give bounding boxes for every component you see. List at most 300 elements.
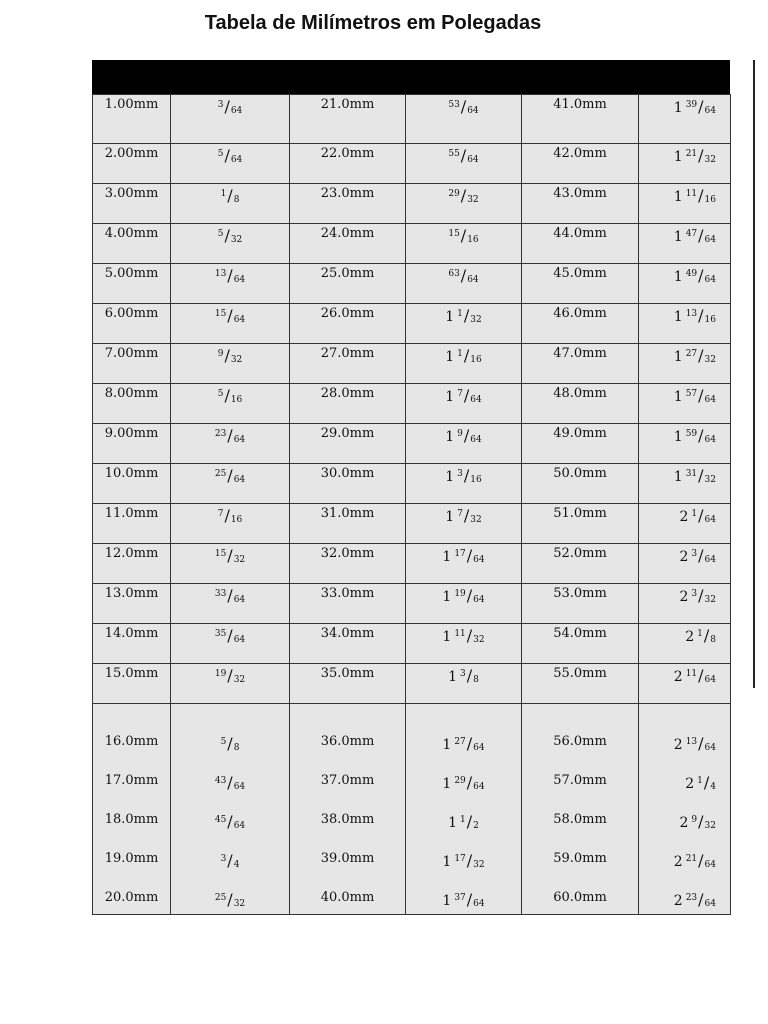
fraction-numerator: 25: [214, 893, 227, 903]
inch-fraction-cell: [639, 584, 731, 624]
fraction-numerator: 37: [454, 893, 466, 903]
table-row: [93, 424, 731, 464]
table-row: [93, 810, 731, 849]
fraction-numerator: 55: [448, 149, 460, 159]
table-row: [93, 184, 731, 224]
millimeter-cell: 59.0mm: [522, 849, 639, 888]
inch-fraction-cell: [639, 184, 731, 224]
fraction-whole: 2: [679, 589, 689, 605]
millimeter-cell: 8.00mm: [93, 384, 171, 424]
inch-fraction-cell: [171, 664, 290, 704]
inch-fraction: [448, 146, 478, 165]
fraction-numerator: 33: [214, 589, 227, 599]
inch-fraction-cell: [406, 144, 522, 184]
fraction-denominator: 64: [704, 275, 716, 285]
inch-fraction-cell: [639, 544, 731, 584]
fraction-numerator: 5: [217, 389, 224, 399]
fraction-numerator: 3: [691, 549, 698, 559]
inch-fraction-cell: [639, 704, 731, 772]
fraction-denominator: 8: [473, 675, 479, 685]
fraction-numerator: 25: [214, 469, 227, 479]
fraction-numerator: 1: [457, 349, 463, 359]
millimeter-cell: 18.0mm: [93, 810, 171, 849]
inch-fraction: [221, 734, 240, 753]
fraction-denominator: 64: [230, 155, 243, 165]
inch-fraction: [218, 386, 243, 405]
millimeter-cell: 52.0mm: [522, 544, 639, 584]
fraction-numerator: 29: [448, 189, 460, 199]
millimeter-cell: 54.0mm: [522, 624, 639, 664]
fraction-slash: /: [460, 146, 467, 165]
fraction-numerator: 17: [454, 549, 466, 559]
millimeter-cell: 2.00mm: [93, 144, 171, 184]
inch-fraction: [442, 734, 484, 753]
fraction-denominator: 64: [470, 395, 482, 405]
fraction-slash: /: [466, 773, 473, 792]
table-row: [93, 95, 731, 144]
fraction-denominator: 32: [470, 315, 482, 325]
fraction-slash: /: [698, 346, 704, 365]
fraction-slash: /: [227, 666, 233, 685]
inch-fraction-cell: [639, 771, 731, 810]
millimeter-cell: 14.0mm: [93, 624, 171, 664]
inch-fraction: [448, 97, 478, 116]
fraction-denominator: 64: [233, 595, 246, 605]
fraction-slash: /: [698, 586, 704, 605]
fraction-denominator: 8: [233, 743, 240, 753]
inch-fraction: [674, 146, 716, 165]
millimeter-cell: 32.0mm: [290, 544, 406, 584]
millimeter-cell: 21.0mm: [290, 95, 406, 144]
millimeter-cell: 22.0mm: [290, 144, 406, 184]
fraction-numerator: 27: [454, 737, 466, 747]
fraction-denominator: 64: [467, 275, 479, 285]
millimeter-cell: 58.0mm: [522, 810, 639, 849]
fraction-denominator: 4: [710, 782, 716, 792]
millimeter-cell: 56.0mm: [522, 704, 639, 772]
fraction-numerator: 1: [457, 309, 463, 319]
millimeter-cell: 3.00mm: [93, 184, 171, 224]
millimeter-cell: 13.0mm: [93, 584, 171, 624]
fraction-slash: /: [224, 506, 230, 525]
inch-fraction-cell: [639, 144, 731, 184]
table-row: [93, 304, 731, 344]
fraction-numerator: 5: [217, 229, 224, 239]
inch-fraction-cell: [171, 888, 290, 915]
millimeter-cell: 45.0mm: [522, 264, 639, 304]
conversion-sheet: [92, 60, 730, 915]
inch-fraction: [215, 426, 245, 445]
fraction-denominator: 32: [704, 155, 716, 165]
fraction-whole: 1: [448, 815, 458, 831]
inch-fraction: [680, 506, 717, 525]
millimeter-cell: 5.00mm: [93, 264, 171, 304]
millimeter-cell: 16.0mm: [93, 704, 171, 772]
table-row: [93, 144, 731, 184]
fraction-numerator: 19: [454, 589, 466, 599]
fraction-whole: 1: [442, 854, 452, 870]
inch-fraction: [215, 466, 245, 485]
fraction-numerator: 11: [685, 189, 698, 199]
inch-fraction: [674, 266, 716, 285]
fraction-numerator: 23: [214, 429, 227, 439]
fraction-numerator: 57: [685, 389, 698, 399]
fraction-slash: /: [698, 186, 704, 205]
fraction-slash: /: [466, 851, 473, 870]
fraction-slash: /: [698, 97, 704, 116]
fraction-numerator: 13: [685, 737, 698, 747]
inch-fraction: [674, 386, 716, 405]
millimeter-cell: 49.0mm: [522, 424, 639, 464]
fraction-denominator: 16: [230, 395, 243, 405]
inch-fraction: [215, 266, 245, 285]
millimeter-cell: 38.0mm: [290, 810, 406, 849]
inch-fraction-cell: [639, 810, 731, 849]
fraction-numerator: 19: [214, 669, 227, 679]
inch-fraction-cell: [171, 424, 290, 464]
fraction-slash: /: [224, 146, 230, 165]
fraction-numerator: 3: [217, 100, 224, 110]
millimeter-cell: 9.00mm: [93, 424, 171, 464]
fraction-denominator: 64: [467, 155, 479, 165]
fraction-whole: 1: [673, 189, 683, 205]
fraction-denominator: 16: [470, 475, 482, 485]
page-title: Tabela de Milímetros em Polegadas: [204, 12, 542, 34]
inch-fraction: [218, 146, 243, 165]
fraction-denominator: 32: [467, 195, 479, 205]
fraction-denominator: 32: [473, 635, 485, 645]
fraction-whole: 2: [679, 549, 689, 565]
inch-fraction: [680, 586, 717, 605]
table-row: [93, 704, 731, 772]
fraction-denominator: 64: [233, 475, 246, 485]
fraction-numerator: 1: [460, 815, 466, 825]
inch-fraction: [221, 186, 240, 205]
inch-fraction-cell: [639, 95, 731, 144]
inch-fraction: [680, 546, 717, 565]
millimeter-cell: 53.0mm: [522, 584, 639, 624]
inch-fraction: [442, 626, 484, 645]
millimeter-cell: 46.0mm: [522, 304, 639, 344]
fraction-numerator: 15: [214, 549, 227, 559]
inch-fraction: [445, 426, 482, 445]
fraction-slash: /: [466, 626, 473, 645]
fraction-numerator: 11: [685, 669, 698, 679]
inch-fraction-cell: [406, 544, 522, 584]
fraction-slash: /: [227, 890, 233, 909]
millimeter-cell: 50.0mm: [522, 464, 639, 504]
fraction-denominator: 4: [233, 860, 240, 870]
inch-fraction: [215, 306, 245, 325]
fraction-denominator: 8: [233, 195, 240, 205]
millimeter-cell: 12.0mm: [93, 544, 171, 584]
millimeter-cell: 33.0mm: [290, 584, 406, 624]
fraction-whole: 1: [673, 269, 683, 285]
millimeter-cell: 15.0mm: [93, 664, 171, 704]
fraction-numerator: 21: [685, 149, 698, 159]
millimeter-cell: 10.0mm: [93, 464, 171, 504]
table-row: [93, 464, 731, 504]
fraction-slash: /: [698, 666, 704, 685]
millimeter-cell: 40.0mm: [290, 888, 406, 915]
fraction-slash: /: [698, 306, 704, 325]
fraction-whole: 1: [442, 549, 452, 565]
fraction-denominator: 64: [704, 675, 716, 685]
inch-fraction-cell: [171, 504, 290, 544]
fraction-slash: /: [460, 97, 467, 116]
fraction-slash: /: [703, 626, 710, 645]
inch-fraction-cell: [639, 424, 731, 464]
fraction-slash: /: [227, 186, 233, 205]
inch-fraction-cell: [171, 544, 290, 584]
fraction-whole: 1: [442, 776, 452, 792]
fraction-slash: /: [463, 306, 470, 325]
fraction-slash: /: [224, 226, 230, 245]
millimeter-cell: 44.0mm: [522, 224, 639, 264]
inch-fraction-cell: [639, 504, 731, 544]
fraction-numerator: 49: [685, 269, 698, 279]
fraction-numerator: 45: [214, 815, 227, 825]
fraction-slash: /: [463, 426, 470, 445]
inch-fraction-cell: [639, 264, 731, 304]
fraction-numerator: 11: [454, 629, 466, 639]
inch-fraction: [442, 546, 484, 565]
millimeter-cell: 41.0mm: [522, 95, 639, 144]
fraction-denominator: 8: [710, 635, 716, 645]
fraction-whole: 1: [445, 429, 455, 445]
fraction-slash: /: [227, 734, 233, 753]
fraction-numerator: 7: [217, 509, 224, 519]
fraction-numerator: 9: [457, 429, 463, 439]
inch-fraction-cell: [171, 849, 290, 888]
fraction-numerator: 35: [214, 629, 227, 639]
fraction-slash: /: [227, 586, 233, 605]
fraction-whole: 2: [679, 815, 689, 831]
inch-fraction: [215, 586, 245, 605]
fraction-numerator: 27: [685, 349, 698, 359]
fraction-denominator: 64: [470, 435, 482, 445]
inch-fraction-cell: [406, 464, 522, 504]
fraction-numerator: 5: [220, 737, 227, 747]
inch-fraction-cell: [171, 184, 290, 224]
fraction-numerator: 43: [214, 776, 227, 786]
millimeter-cell: 25.0mm: [290, 264, 406, 304]
fraction-whole: 1: [673, 469, 683, 485]
millimeter-cell: 47.0mm: [522, 344, 639, 384]
fraction-whole: 1: [442, 589, 452, 605]
fraction-numerator: 5: [217, 149, 224, 159]
inch-fraction: [442, 851, 484, 870]
inch-fraction: [674, 426, 716, 445]
fraction-denominator: 32: [470, 515, 482, 525]
fraction-whole: 1: [442, 893, 452, 909]
fraction-slash: /: [463, 506, 470, 525]
inch-fraction: [445, 506, 482, 525]
millimeter-cell: 27.0mm: [290, 344, 406, 384]
inch-fraction: [674, 226, 716, 245]
table-row: [93, 264, 731, 304]
fraction-slash: /: [698, 851, 704, 870]
inch-fraction-cell: [171, 304, 290, 344]
fraction-numerator: 15: [448, 229, 460, 239]
fraction-slash: /: [698, 386, 704, 405]
inch-fraction: [674, 666, 716, 685]
fraction-denominator: 64: [704, 743, 716, 753]
fraction-slash: /: [698, 146, 704, 165]
millimeter-cell: 28.0mm: [290, 384, 406, 424]
millimeter-cell: 6.00mm: [93, 304, 171, 344]
millimeter-cell: 57.0mm: [522, 771, 639, 810]
millimeter-cell: 1.00mm: [93, 95, 171, 144]
millimeter-cell: 19.0mm: [93, 849, 171, 888]
inch-fraction-cell: [171, 771, 290, 810]
millimeter-cell: 51.0mm: [522, 504, 639, 544]
inch-fraction-cell: [639, 344, 731, 384]
fraction-numerator: 29: [454, 776, 466, 786]
fraction-slash: /: [466, 666, 473, 685]
fraction-denominator: 64: [233, 821, 246, 831]
inch-fraction: [685, 773, 716, 792]
millimeter-cell: 7.00mm: [93, 344, 171, 384]
inch-fraction-cell: [406, 424, 522, 464]
inch-fraction: [674, 734, 716, 753]
millimeter-cell: 34.0mm: [290, 624, 406, 664]
inch-fraction: [445, 306, 482, 325]
inch-fraction-cell: [171, 224, 290, 264]
fraction-whole: 1: [448, 669, 458, 685]
fraction-numerator: 31: [685, 469, 698, 479]
millimeter-cell: 36.0mm: [290, 704, 406, 772]
inch-fraction-cell: [639, 304, 731, 344]
table-row: [93, 771, 731, 810]
conversion-table: [92, 94, 731, 915]
inch-fraction: [674, 890, 716, 909]
inch-fraction-cell: [171, 624, 290, 664]
fraction-whole: 2: [673, 669, 683, 685]
millimeter-cell: 11.0mm: [93, 504, 171, 544]
inch-fraction-cell: [406, 504, 522, 544]
inch-fraction: [221, 851, 240, 870]
fraction-denominator: 2: [473, 821, 479, 831]
fraction-whole: 1: [442, 737, 452, 753]
millimeter-cell: 42.0mm: [522, 144, 639, 184]
fraction-slash: /: [463, 346, 470, 365]
inch-fraction: [215, 626, 245, 645]
fraction-slash: /: [698, 734, 704, 753]
fraction-whole: 2: [685, 629, 695, 645]
inch-fraction: [674, 97, 716, 116]
fraction-denominator: 64: [704, 515, 716, 525]
fraction-slash: /: [466, 890, 473, 909]
inch-fraction: [674, 466, 716, 485]
table-row: [93, 624, 731, 664]
fraction-whole: 2: [673, 854, 683, 870]
table-row: [93, 504, 731, 544]
inch-fraction: [674, 851, 716, 870]
fraction-slash: /: [227, 851, 233, 870]
inch-fraction: [442, 586, 484, 605]
inch-fraction-cell: [406, 95, 522, 144]
inch-fraction-cell: [639, 624, 731, 664]
inch-fraction: [448, 266, 478, 285]
fraction-denominator: 64: [704, 899, 716, 909]
inch-fraction-cell: [406, 224, 522, 264]
fraction-slash: /: [460, 266, 467, 285]
inch-fraction-cell: [171, 264, 290, 304]
fraction-whole: 1: [673, 429, 683, 445]
fraction-numerator: 3: [691, 589, 698, 599]
fraction-whole: 1: [445, 509, 455, 525]
inch-fraction: [218, 346, 243, 365]
fraction-denominator: 16: [704, 195, 716, 205]
fraction-slash: /: [227, 773, 233, 792]
fraction-numerator: 21: [685, 854, 698, 864]
fraction-denominator: 64: [233, 782, 246, 792]
table-row: [93, 384, 731, 424]
fraction-numerator: 17: [454, 854, 466, 864]
fraction-slash: /: [698, 812, 704, 831]
millimeter-cell: 37.0mm: [290, 771, 406, 810]
millimeter-cell: 20.0mm: [93, 888, 171, 915]
fraction-denominator: 64: [704, 235, 716, 245]
fraction-numerator: 1: [691, 509, 698, 519]
inch-fraction: [215, 890, 245, 909]
inch-fraction-cell: [406, 664, 522, 704]
fraction-slash: /: [698, 890, 704, 909]
inch-fraction-cell: [406, 624, 522, 664]
fraction-slash: /: [463, 386, 470, 405]
fraction-numerator: 3: [460, 669, 466, 679]
inch-fraction-cell: [639, 224, 731, 264]
fraction-whole: 1: [445, 349, 455, 365]
inch-fraction-cell: [171, 584, 290, 624]
inch-fraction: [445, 386, 482, 405]
inch-fraction: [218, 506, 243, 525]
fraction-slash: /: [698, 466, 704, 485]
inch-fraction: [218, 226, 243, 245]
inch-fraction-cell: [406, 810, 522, 849]
vertical-rule: [753, 60, 755, 688]
inch-fraction: [685, 626, 716, 645]
fraction-numerator: 7: [457, 509, 463, 519]
fraction-whole: 1: [442, 629, 452, 645]
fraction-numerator: 3: [457, 469, 463, 479]
inch-fraction-cell: [171, 704, 290, 772]
millimeter-cell: 31.0mm: [290, 504, 406, 544]
table-row: [93, 888, 731, 915]
fraction-denominator: 64: [704, 555, 716, 565]
inch-fraction-cell: [171, 144, 290, 184]
fraction-slash: /: [466, 734, 473, 753]
inch-fraction-cell: [406, 704, 522, 772]
inch-fraction: [215, 546, 245, 565]
fraction-whole: 1: [673, 100, 683, 116]
inch-fraction-cell: [639, 664, 731, 704]
inch-fraction: [680, 812, 717, 831]
millimeter-cell: 55.0mm: [522, 664, 639, 704]
fraction-slash: /: [227, 812, 233, 831]
fraction-numerator: 13: [685, 309, 698, 319]
table-row: [93, 344, 731, 384]
inch-fraction-cell: [406, 344, 522, 384]
inch-fraction: [448, 812, 479, 831]
fraction-denominator: 16: [470, 355, 482, 365]
inch-fraction-cell: [406, 304, 522, 344]
inch-fraction: [445, 346, 482, 365]
fraction-numerator: 53: [448, 100, 460, 110]
fraction-denominator: 16: [230, 515, 243, 525]
fraction-denominator: 16: [467, 235, 479, 245]
